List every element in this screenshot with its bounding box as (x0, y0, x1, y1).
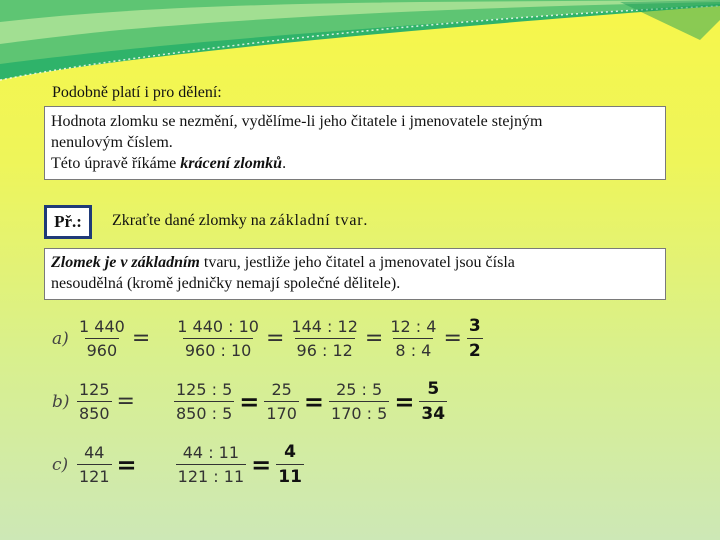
rule-line-2: nenulovým číslem. (51, 134, 173, 151)
fraction-denominator: 96 : 12 (295, 338, 355, 360)
rule-line-1: Hodnota zlomku se nezmění, vydělíme-li jeho čitatele i jmenovatele stejným (51, 113, 543, 130)
fraction-numerator: 12 : 4 (390, 317, 437, 336)
fraction-numerator: 25 : 5 (336, 380, 383, 399)
basic-form-term: Zlomek je v základním (51, 254, 200, 271)
equals-sign: = (116, 389, 135, 414)
basic-form-line-1 (51, 252, 659, 273)
fraction-numerator: 3 (468, 316, 481, 336)
task-suffix: . (363, 212, 368, 229)
fraction-numerator: 44 (84, 443, 105, 462)
equals-sign: = (443, 326, 462, 351)
decorative-banner (0, 0, 720, 85)
example-b-fraction (76, 380, 113, 423)
equals-sign: = (116, 450, 137, 479)
example-c-result (275, 442, 305, 487)
fraction-denominator: 960 : 10 (183, 338, 253, 360)
fraction-numerator: 1 440 (79, 317, 125, 336)
fraction-numerator: 5 (427, 379, 440, 399)
task-text (112, 212, 367, 230)
rule-box (44, 106, 666, 180)
fraction-denominator: 121 : 11 (176, 464, 246, 486)
task-prefix: Zkraťte dané zlomky na (112, 212, 270, 229)
fraction-denominator: 850 : 5 (174, 401, 234, 423)
fraction-denominator: 960 (85, 338, 120, 360)
rule-line-3-prefix: Této úpravě říkáme (51, 155, 181, 172)
example-b-step-2 (263, 380, 300, 423)
example-b-label: b) (52, 391, 70, 412)
fraction-denominator: 2 (467, 338, 483, 361)
example-b-step-3 (328, 380, 390, 423)
basic-form-rest: tvaru, jestliže jeho čitatel a jmenovatel jsou čísla (199, 254, 515, 271)
fraction-denominator: 8 : 4 (393, 338, 433, 360)
rule-term: krácení zlomků (180, 155, 283, 172)
equals-sign: = (394, 387, 415, 416)
example-c-label: c) (52, 454, 69, 475)
basic-form-line-2: nesoudělná (kromě jedničky nemají společné dělitele). (51, 275, 401, 292)
equals-sign: = (131, 326, 151, 351)
example-a-fraction (76, 317, 128, 360)
fraction-numerator: 1 440 : 10 (177, 317, 259, 336)
fraction-denominator: 170 : 5 (329, 401, 389, 423)
equals-sign: = (239, 387, 260, 416)
fraction-numerator: 144 : 12 (291, 317, 358, 336)
rule-line-3 (51, 153, 659, 174)
example-a-label: a) (52, 328, 69, 349)
basic-form-box (44, 248, 666, 300)
example-a-step-2 (288, 317, 360, 360)
task-term: základní tvar (269, 212, 364, 229)
fraction-denominator: 11 (276, 464, 304, 487)
fraction-denominator: 170 (264, 401, 299, 423)
example-b (52, 379, 448, 424)
equals-sign: = (265, 326, 285, 351)
example-a-result (466, 316, 484, 361)
example-c (52, 442, 305, 487)
rule-line-3-suffix: . (282, 155, 287, 172)
intro-text: Podobně platí i pro dělení: (52, 84, 222, 101)
equals-sign: = (303, 387, 325, 416)
fraction-denominator: 850 (77, 401, 112, 423)
example-a (52, 316, 484, 361)
fraction-numerator: 25 (271, 380, 292, 399)
example-label: Př.: (44, 205, 92, 239)
fraction-numerator: 44 : 11 (182, 443, 240, 462)
example-a-step-1 (174, 317, 262, 360)
equals-sign: = (364, 326, 384, 351)
example-b-result (418, 379, 448, 424)
example-c-step-1 (175, 443, 247, 486)
example-c-fraction (76, 443, 113, 486)
fraction-numerator: 125 (79, 380, 110, 399)
equals-sign: = (251, 450, 272, 479)
example-b-step-1 (173, 380, 235, 423)
fraction-numerator: 4 (284, 442, 296, 462)
fraction-denominator: 34 (419, 401, 447, 424)
fraction-numerator: 125 : 5 (175, 380, 233, 399)
fraction-denominator: 121 (77, 464, 112, 486)
example-a-step-3 (387, 317, 439, 360)
